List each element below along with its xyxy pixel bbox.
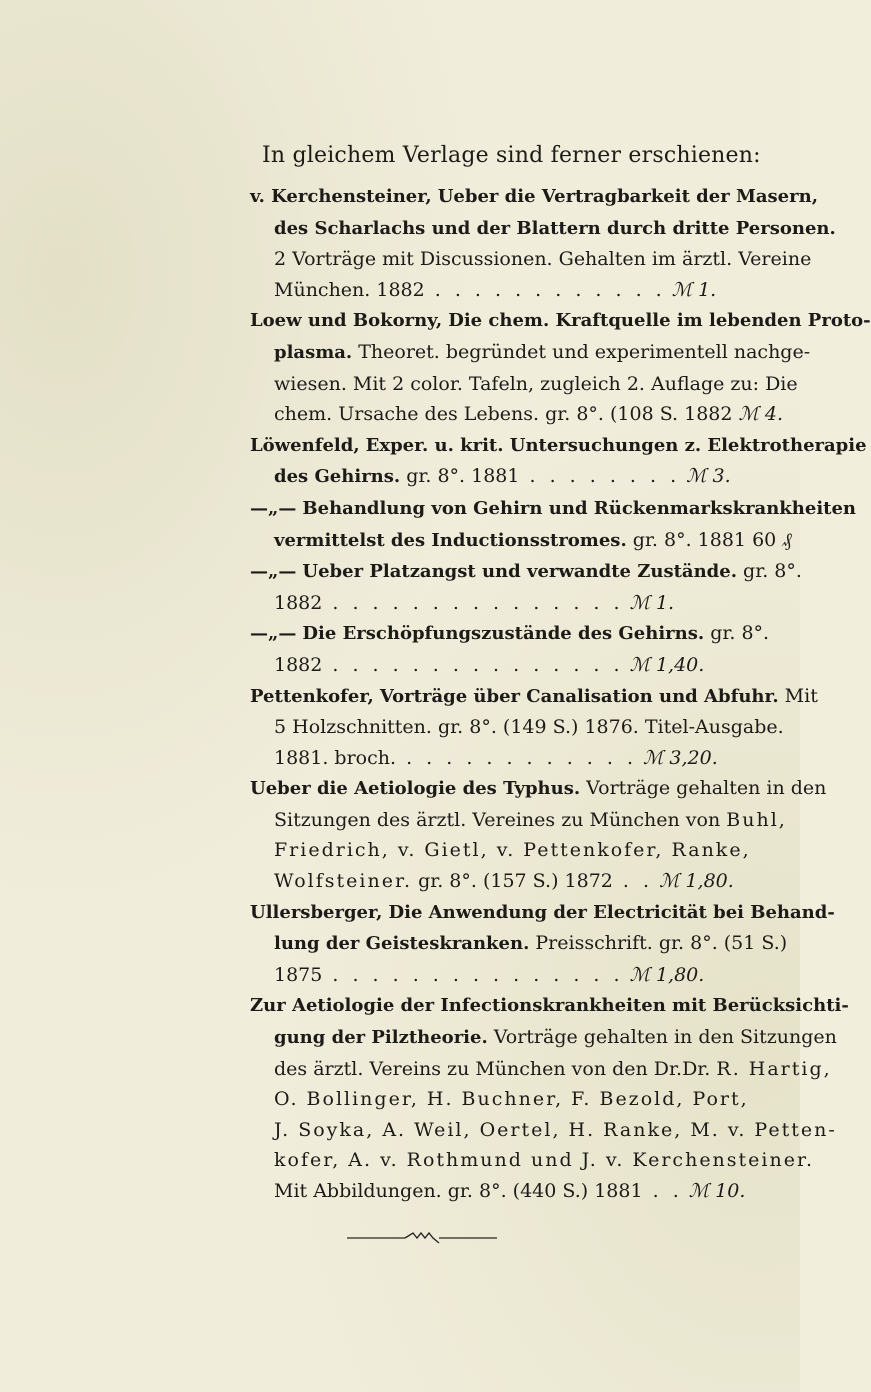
leader-dots: . . . . . . . . . . . . . . . xyxy=(322,963,624,986)
title: Vorträge über Canalisation und Abfuhr. xyxy=(379,685,779,707)
list-item xyxy=(250,681,818,774)
details: Vorträge gehalten in den xyxy=(586,777,827,800)
list-item xyxy=(250,556,802,618)
author: Löwenfeld, xyxy=(250,434,360,456)
leader-dots: . . . . . . . . . . . . . . . xyxy=(322,653,624,676)
title: Behandlung von Gehirn und Rückenmarkskrankheiten xyxy=(302,497,857,519)
details: chem. Ursache des Lebens. gr. 8°. (108 S. 1882 xyxy=(274,403,733,426)
title: Exper. u. krit. Untersuchungen z. Elektrotherapie xyxy=(365,434,867,456)
details: 2 Vorträge mit Discussionen. Gehalten im ärztl. Vereine xyxy=(274,248,812,271)
author: —„— xyxy=(250,623,297,645)
names: J. Soyka, A. Weil, Oertel, H. Ranke, M. v. Petten- xyxy=(274,1118,837,1141)
leader-dots: . . . . . . . . . . . . . . . xyxy=(322,591,624,614)
details: Mit Abbildungen. gr. 8°. (440 S.) 1881 xyxy=(274,1180,643,1202)
author: Pettenkofer, xyxy=(250,685,374,707)
details: gr. 8°. (157 S.) 1872 xyxy=(418,870,613,893)
author: —„— xyxy=(250,561,297,583)
title: lung der Geisteskranken. xyxy=(274,933,530,955)
publication-list xyxy=(250,181,871,1207)
list-item xyxy=(250,990,849,1206)
leader-dots: . . xyxy=(612,870,654,893)
names: Buhl, xyxy=(726,808,787,831)
names: O. Bollinger, H. Buchner, F. Bezold, Port, xyxy=(274,1088,749,1111)
title: Ueber Platzangst und verwandte Zustände. xyxy=(302,561,737,583)
details: 1881. broch. xyxy=(274,746,397,769)
names: R. Hartig, xyxy=(716,1057,832,1080)
price: ℳ 4. xyxy=(738,403,784,426)
details: Vorträge gehalten in den Sitzungen xyxy=(493,1026,837,1049)
author: v. Kerchensteiner, xyxy=(250,186,432,207)
list-item xyxy=(250,618,770,680)
details: des ärztl. Vereins zu München von den Dr.Dr. xyxy=(274,1057,711,1080)
title: gung der Pilztheorie. xyxy=(274,1027,488,1049)
title: plasma. xyxy=(274,341,353,363)
title: des Scharlachs und der Blattern durch dritte Personen. xyxy=(274,217,836,239)
details: gr. 8°. 1881 60 xyxy=(632,528,777,551)
details: 5 Holzschnitten. gr. 8°. (149 S.) 1876. Titel-Ausgabe. xyxy=(274,716,784,739)
price: ℳ 3,20. xyxy=(643,746,718,769)
leader-dots: . . . . . . . . . . . . xyxy=(396,746,637,769)
details: Theoret. begründet und experimentell nachge- xyxy=(358,340,811,363)
author: —„— xyxy=(250,497,297,519)
details: München. 1882 xyxy=(274,278,425,301)
details: gr. 8°. 1881 xyxy=(406,465,520,488)
leader-dots: . . xyxy=(642,1180,683,1202)
names: Friedrich, v. Gietl, v. Pettenkofer, Ranke, xyxy=(274,839,751,862)
details: Sitzungen des ärztl. Vereines zu München von xyxy=(274,808,721,831)
title: Die Anwendung der Electricität bei Behand- xyxy=(388,901,835,923)
list-item xyxy=(250,305,871,429)
ornament-divider-icon xyxy=(347,1228,497,1248)
price: ℳ 1,40. xyxy=(629,653,705,676)
price: ℳ 1. xyxy=(629,591,675,614)
price: ℳ 1,80. xyxy=(659,870,734,893)
details: Preisschrift. gr. 8°. (51 S.) xyxy=(535,932,788,955)
price: ℳ 3. xyxy=(686,465,731,488)
title: vermittelst des Inductionsstromes. xyxy=(274,529,627,551)
title: Ueber die Aetiologie des Typhus. xyxy=(250,778,581,800)
list-item xyxy=(250,493,857,556)
price: ₰ xyxy=(782,528,792,551)
title: Die Erschöpfungszustände des Gehirns. xyxy=(302,623,705,645)
list-item xyxy=(250,181,836,305)
title: Zur Aetiologie der Infectionskrankheiten mit Berücksichti- xyxy=(250,995,849,1017)
price: ℳ 10. xyxy=(688,1180,746,1202)
author: Ullersberger, xyxy=(250,901,383,923)
details: 1882 xyxy=(274,591,323,614)
details: 1882 xyxy=(274,653,323,676)
title: des Gehirns. xyxy=(274,466,401,488)
price: ℳ 1. xyxy=(671,278,717,301)
names: kofer, A. v. Rothmund und J. v. Kerchensteiner. xyxy=(274,1149,815,1172)
leader-dots: . . . . . . . . xyxy=(519,465,681,488)
list-item xyxy=(250,897,835,991)
title: Die chem. Kraftquelle im lebenden Proto- xyxy=(448,310,871,332)
list-item xyxy=(250,773,827,896)
list-item xyxy=(250,430,867,493)
author: Loew und Bokorny, xyxy=(250,310,443,332)
page-heading: In gleichem Verlage sind ferner erschienen: xyxy=(262,143,761,168)
details: gr. 8°. xyxy=(710,622,770,645)
title: Ueber die Vertragbarkeit der Masern, xyxy=(437,186,818,207)
details: gr. 8°. xyxy=(743,560,802,583)
price: ℳ 1,80. xyxy=(629,963,705,986)
details: wiesen. Mit 2 color. Tafeln, zugleich 2. Auflage zu: Die xyxy=(274,372,798,395)
details: 1875 xyxy=(274,963,323,986)
details: Mit xyxy=(784,684,818,707)
leader-dots: . . . . . . . . . . . . xyxy=(424,278,666,301)
names: Wolfsteiner. xyxy=(274,870,413,893)
